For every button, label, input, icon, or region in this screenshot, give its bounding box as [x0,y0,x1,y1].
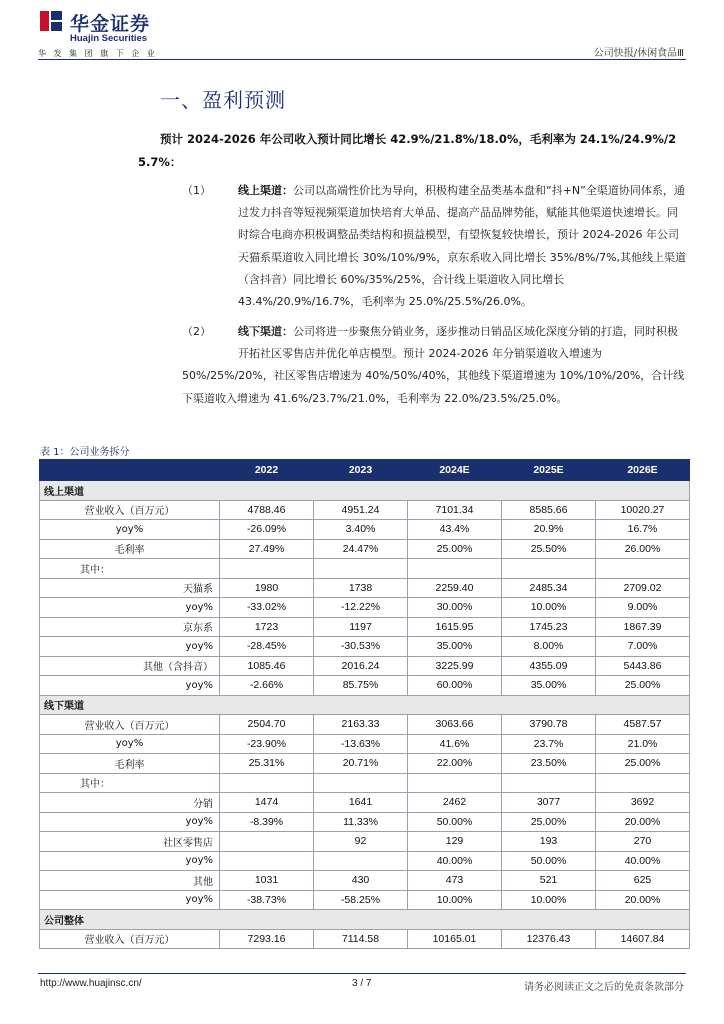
table-row [40,656,690,676]
logo-chinese-name: 华金证券 [70,13,151,35]
paragraph-text: 公司以高端性价比为导向，积极构建全品类基本盘和“抖+N”全渠道协同体系，通过发力抖音等短视频渠道加快培育大单品、提高产品品牌势能，赋能其他渠道快速增长。同时综合电商亦积极调整品类结构和损益模型，有望恢复较快增长，预计 2024-2026 年公司天猫系渠道收入同比增长 30%/10%/9%，京东系收入同比增长 35%/8%/7%,其他线上渠道（含抖音）同比增长 60%/35%/25%，合计线上渠道收入同比增长 43.4%/20.9%/16.7%，毛利率为 25.0%/25.5%/26.0%。 [238,184,687,309]
table-row [40,578,690,598]
table-cell: 10.00% [502,598,596,618]
table-cell: 1641 [314,793,408,813]
table-cell: 26.00% [596,539,690,559]
table-row-label: 天猫系 [40,578,220,598]
table-row [40,637,690,657]
table-row [40,754,690,774]
table-row [40,715,690,735]
table-row-label: yoy% [40,812,220,832]
table-header-cell: 2025E [502,460,596,481]
table-cell: -58.25% [314,890,408,910]
table-row [40,598,690,618]
company-logo [38,8,170,56]
table-cell: -8.39% [220,812,314,832]
table-cell [596,773,690,793]
table-row-label: 社区零售店 [40,832,220,852]
table-row [40,520,690,540]
page-number: 3 / 7 [352,978,372,989]
table-cell: 85.75% [314,676,408,696]
footer-website-link[interactable]: http://www.huajinsc.cn/ [40,978,142,989]
table-row [40,890,690,910]
table-cell: 25.00% [596,676,690,696]
table-cell: 7101.34 [408,500,502,520]
table-cell: 3225.99 [408,656,502,676]
table-cell: 3077 [502,793,596,813]
table-row [40,793,690,813]
table-section-row [40,481,690,501]
table-cell: 1615.95 [408,617,502,637]
online-channel-paragraph [182,180,687,313]
table-row-label: 其他（含抖音） [40,656,220,676]
table-cell: 7293.16 [220,929,314,949]
table-cell: 1980 [220,578,314,598]
table-header-cell: 2026E [596,460,690,481]
document-category: 公司快报/休闲食品Ⅲ [593,48,684,59]
table-cell: 50.00% [408,812,502,832]
logo-tagline: 华 发 集 团 旗 下 企 业 [38,49,158,58]
table-cell: 35.00% [408,637,502,657]
table-cell: 92 [314,832,408,852]
table-cell: 129 [408,832,502,852]
table-cell: 22.00% [408,754,502,774]
table-cell: 23.7% [502,734,596,754]
table-cell: 193 [502,832,596,852]
table-row [40,773,690,793]
table-cell: 2709.02 [596,578,690,598]
table-row-label: 营业收入（百万元） [40,929,220,949]
table-row [40,617,690,637]
table-cell: 1197 [314,617,408,637]
forecast-summary-line1: 预计 2024-2026 年公司收入预计同比增长 42.9%/21.8%/18.0%，毛利率为 24.1%/24.9%/2 [160,132,677,146]
table-cell: 3790.78 [502,715,596,735]
table-cell: 41.6% [408,734,502,754]
table-cell: 1031 [220,871,314,891]
table-cell: 2259.40 [408,578,502,598]
table-cell: 25.31% [220,754,314,774]
table-row-label: yoy% [40,676,220,696]
paragraph-lead: 线上渠道： [238,184,293,197]
table-cell: 12376.43 [502,929,596,949]
table-cell: -2.66% [220,676,314,696]
table-cell: 1474 [220,793,314,813]
business-breakdown-table [39,459,690,949]
table-row-label: 分销 [40,793,220,813]
paragraph-number: （2） [182,325,211,338]
table-section-label: 线下渠道 [40,695,690,715]
table-row-label: yoy% [40,598,220,618]
table-cell: 4788.46 [220,500,314,520]
table-cell: 20.71% [314,754,408,774]
table-cell: 20.9% [502,520,596,540]
table-cell: 14607.84 [596,929,690,949]
table-row-label: 其他 [40,871,220,891]
table-row [40,812,690,832]
table-cell [502,559,596,579]
table-cell: 2462 [408,793,502,813]
table-cell: -38.73% [220,890,314,910]
forecast-summary [138,128,688,174]
table-row-label: 其中： [40,773,220,793]
table-cell: 430 [314,871,408,891]
table-cell: 1738 [314,578,408,598]
table-cell: 8585.66 [502,500,596,520]
table-cell: 40.00% [596,851,690,871]
table-cell: 5443.86 [596,656,690,676]
table-cell: 3063.66 [408,715,502,735]
table-cell: 10020.27 [596,500,690,520]
table-cell [220,559,314,579]
paragraph-text: 公司将进一步聚焦分销业务，逐步推动日销品区域化深度分销的打造，同时积极开拓社区零售店并优化单店模型。预计 2024-2026 年分销渠道收入增速为 [238,325,678,361]
table-cell: 27.49% [220,539,314,559]
logo-english-name: Huajin Securities [70,33,148,44]
table-cell: 25.50% [502,539,596,559]
table-cell: -12.22% [314,598,408,618]
table-cell: 4355.09 [502,656,596,676]
table-cell: 24.47% [314,539,408,559]
section-title: 一、盈利预测 [160,88,286,112]
table-cell: 625 [596,871,690,891]
table-header-cell: 2023 [314,460,408,481]
table-cell [502,773,596,793]
table-row-label: yoy% [40,637,220,657]
table-row-label: yoy% [40,734,220,754]
table-row-label: 京东系 [40,617,220,637]
table-row [40,676,690,696]
table-cell: 4587.57 [596,715,690,735]
table-cell: 7.00% [596,637,690,657]
table-cell [314,559,408,579]
table-cell: 1867.39 [596,617,690,637]
table-cell [220,773,314,793]
table-section-label: 线上渠道 [40,481,690,501]
table-cell: 16.7% [596,520,690,540]
table-header-cell: 2024E [408,460,502,481]
table-cell: -33.02% [220,598,314,618]
table-cell: 3692 [596,793,690,813]
table-cell: -30.53% [314,637,408,657]
table-row [40,500,690,520]
paragraph-text-continued: 50%/25%/20%，社区零售店增速为 40%/50%/40%，其他线下渠道增速为 10%/10%/20%，合计线下渠道收入增速为 41.6%/23.7%/21.0%，毛利率为 22.0%/23.5%/25.0%。 [182,369,685,405]
table-row-label: yoy% [40,890,220,910]
table-cell: 270 [596,832,690,852]
table-cell: 473 [408,871,502,891]
table-cell: 4951.24 [314,500,408,520]
table-cell: 30.00% [408,598,502,618]
table-cell: 8.00% [502,637,596,657]
table-cell: 2163.33 [314,715,408,735]
table-cell: -28.45% [220,637,314,657]
paragraph-number: （1） [182,184,211,197]
paragraph-lead: 线下渠道： [238,325,293,338]
table-cell: 3.40% [314,520,408,540]
table-cell: 43.4% [408,520,502,540]
table-cell: 10165.01 [408,929,502,949]
table-header-cell: 2022 [220,460,314,481]
table-cell [408,559,502,579]
table-section-row [40,695,690,715]
table-section-row [40,910,690,930]
table-cell: -23.90% [220,734,314,754]
table-header-row [40,460,690,481]
disclaimer-note: 请务必阅读正文之后的免责条款部分 [524,982,684,993]
table-cell: 50.00% [502,851,596,871]
table-row-label: 营业收入（百万元） [40,715,220,735]
table-cell: 60.00% [408,676,502,696]
table-cell: 40.00% [408,851,502,871]
table-header-cell [40,460,220,481]
table-cell [220,832,314,852]
table-row [40,832,690,852]
table-cell: 11.33% [314,812,408,832]
table-section-label: 公司整体 [40,910,690,930]
forecast-summary-line2: 5.7%： [138,155,182,169]
table-cell: 1723 [220,617,314,637]
table-cell: 1085.46 [220,656,314,676]
huajin-logo-mark [38,8,64,34]
table-row [40,539,690,559]
table-cell: 35.00% [502,676,596,696]
table-row [40,851,690,871]
table-cell: 20.00% [596,890,690,910]
header-divider [38,59,686,60]
table-row-label: yoy% [40,851,220,871]
table-cell: 1745.23 [502,617,596,637]
table-cell: 2016.24 [314,656,408,676]
table-cell: 7114.58 [314,929,408,949]
table-cell: 23.50% [502,754,596,774]
table-cell [314,773,408,793]
footer-divider [38,973,686,974]
table-cell: 20.00% [596,812,690,832]
table-row [40,559,690,579]
table-row-label: 毛利率 [40,539,220,559]
table-cell: 10.00% [502,890,596,910]
table-row [40,871,690,891]
offline-channel-paragraph [182,321,687,410]
table-cell [314,851,408,871]
table-cell [220,851,314,871]
table-cell [596,559,690,579]
table-cell: -26.09% [220,520,314,540]
table-row-label: 营业收入（百万元） [40,500,220,520]
table-row-label: 毛利率 [40,754,220,774]
table-cell [408,773,502,793]
table-cell: 521 [502,871,596,891]
table-row-label: 其中： [40,559,220,579]
table-cell: 2504.70 [220,715,314,735]
table-cell: 25.00% [408,539,502,559]
table-cell: 2485.34 [502,578,596,598]
table-cell: 25.00% [596,754,690,774]
table-row [40,929,690,949]
table-cell: -13.63% [314,734,408,754]
table-row-label: yoy% [40,520,220,540]
table-cell: 25.00% [502,812,596,832]
table-cell: 21.0% [596,734,690,754]
table-cell: 9.00% [596,598,690,618]
table-row [40,734,690,754]
table-caption: 表 1：公司业务拆分 [40,447,130,458]
table-cell: 10.00% [408,890,502,910]
